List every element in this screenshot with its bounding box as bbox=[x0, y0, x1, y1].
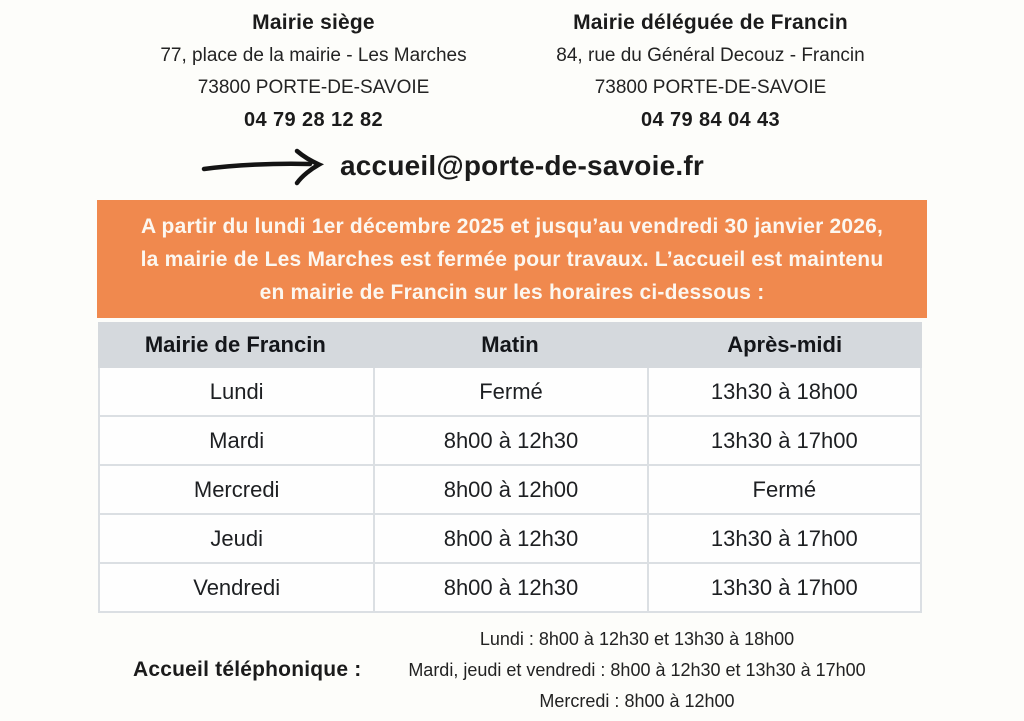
morning-cell: 8h00 à 12h30 bbox=[373, 515, 646, 562]
day-cell: Jeudi bbox=[100, 515, 373, 562]
office-block bbox=[115, 6, 512, 137]
morning-cell: 8h00 à 12h00 bbox=[373, 466, 646, 513]
afternoon-cell: 13h30 à 17h00 bbox=[647, 515, 920, 562]
phone-hours-line: Mercredi : 8h00 à 12h00 bbox=[539, 691, 735, 711]
office-address: 84, rue du Général Decouz - Francin bbox=[556, 45, 865, 66]
day-cell: Lundi bbox=[100, 368, 373, 415]
table-row bbox=[100, 513, 920, 562]
table-row bbox=[100, 464, 920, 513]
morning-cell: 8h00 à 12h30 bbox=[373, 564, 646, 611]
notice-line: en mairie de Francin sur les horaires ci-dessous : bbox=[259, 280, 765, 304]
phone-hours-line: Mardi, jeudi et vendredi : 8h00 à 12h30 et 13h30 à 17h00 bbox=[408, 660, 866, 680]
office-phone: 04 79 28 12 82 bbox=[243, 109, 384, 131]
offices bbox=[115, 6, 909, 137]
day-cell: Mercredi bbox=[100, 466, 373, 513]
afternoon-cell: Fermé bbox=[647, 466, 920, 513]
column-header: Après-midi bbox=[727, 332, 843, 357]
morning-cell: Fermé bbox=[373, 368, 646, 415]
office-phone: 04 79 84 04 43 bbox=[640, 109, 781, 131]
table-row bbox=[100, 562, 920, 611]
notice-line: A partir du lundi 1er décembre 2025 et jusqu’au vendredi 30 janvier 2026, bbox=[140, 214, 884, 238]
email-address: accueil@porte-de-savoie.fr bbox=[340, 150, 704, 181]
column-header: Mairie de Francin bbox=[144, 332, 326, 357]
phone-hours-label: Accueil téléphonique : bbox=[133, 658, 362, 681]
office-address: 77, place de la mairie - Les Marches bbox=[160, 45, 467, 66]
schedule-table bbox=[98, 322, 922, 613]
phone-hours-lines bbox=[367, 624, 907, 717]
office-name: Mairie déléguée de Francin bbox=[573, 11, 848, 34]
office-city: 73800 PORTE-DE-SAVOIE bbox=[594, 77, 827, 98]
arrow-right-icon bbox=[200, 145, 340, 187]
schedule-table-body bbox=[98, 368, 922, 613]
table-row bbox=[100, 415, 920, 464]
afternoon-cell: 13h30 à 17h00 bbox=[647, 417, 920, 464]
day-cell: Mardi bbox=[100, 417, 373, 464]
office-name: Mairie siège bbox=[252, 11, 375, 34]
afternoon-cell: 13h30 à 18h00 bbox=[647, 368, 920, 415]
day-cell: Vendredi bbox=[100, 564, 373, 611]
closure-notice-banner bbox=[97, 200, 927, 318]
morning-cell: 8h00 à 12h30 bbox=[373, 417, 646, 464]
schedule-table-header bbox=[98, 322, 922, 368]
afternoon-cell: 13h30 à 17h00 bbox=[647, 564, 920, 611]
office-block bbox=[512, 6, 909, 137]
phone-hours-line: Lundi : 8h00 à 12h30 et 13h30 à 18h00 bbox=[479, 629, 795, 649]
table-row bbox=[100, 368, 920, 415]
notice-line: la mairie de Les Marches est fermée pour travaux. L’accueil est maintenu bbox=[140, 247, 884, 271]
office-city: 73800 PORTE-DE-SAVOIE bbox=[197, 77, 430, 98]
column-header: Matin bbox=[481, 332, 539, 357]
